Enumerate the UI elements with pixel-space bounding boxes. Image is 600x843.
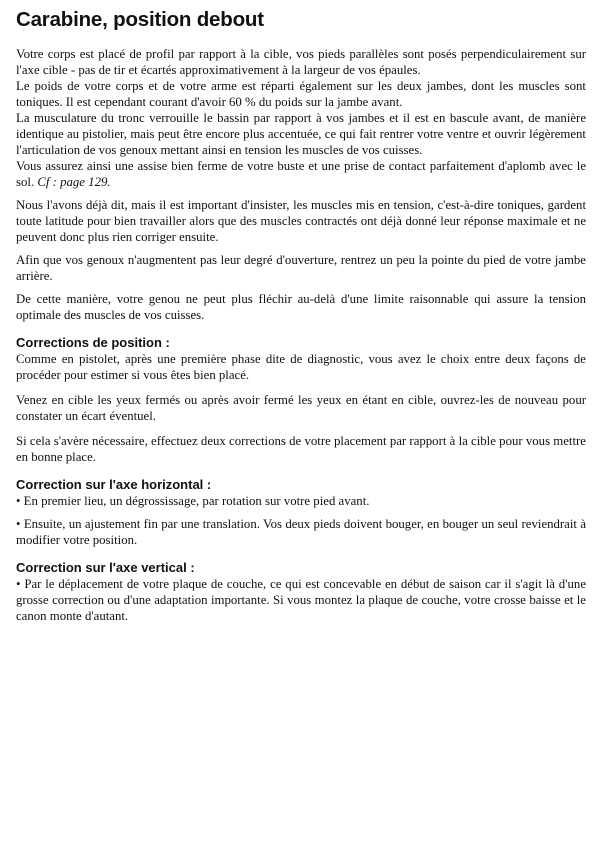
- section-title-corrections: Corrections de position :: [16, 335, 170, 350]
- paragraph-two-corrections: Si cela s'avère nécessaire, effectuez deux corrections de votre placement par rapport à la cible pour vous mettre en bonne place.: [16, 434, 586, 464]
- stability-text: Vous assurez ainsi une assise bien ferme de votre buste et une prise de contact parfaitement d'aplomb avec le sol.: [16, 159, 586, 189]
- paragraph-diagnostic: Comme en pistolet, après une première phase dite de diagnostic, vous avez le choix entre deux façons de procéder pour estimer si vous êtes bien placé.: [16, 352, 586, 382]
- paragraph-weight-distribution: Le poids de votre corps et de votre arme est réparti également sur les deux jambes, dont les muscles sont toniques. Il est cependant courant d'avoir 60 % du poids sur la jambe avant.: [16, 79, 586, 109]
- paragraph-knees: Afin que vos genoux n'augmentent pas leur degré d'ouverture, rentrez un peu la pointe du pied de votre jambe arrière.: [16, 253, 586, 283]
- paragraph-trunk-musculature: La musculature du tronc verrouille le bassin par rapport à vos jambes et il est en bascule avant, de manière identique au pistolier, mais peut être encore plus accentuée, ce qui fait rentrer votre ventre et ouvrir légèrement l'articulation de vos genoux mettant ainsi en tension les muscles de vos cuisses.: [16, 111, 586, 157]
- section-title-vertical: Correction sur l'axe vertical :: [16, 560, 195, 575]
- list-item-translation: • Ensuite, un ajustement fin par une translation. Vos deux pieds doivent bouger, en bouger un seul reviendrait à modifier votre position.: [16, 517, 586, 547]
- page-reference: Cf : page 129.: [37, 175, 111, 189]
- paragraph-stability: [16, 158, 586, 190]
- paragraph-knee-limit: De cette manière, votre genou ne peut plus fléchir au-delà d'une limite raisonnable qui assure la tension optimale des muscles de vos cuisses.: [16, 292, 586, 322]
- list-item-butt-plate: • Par le déplacement de votre plaque de couche, ce qui est concevable en début de saison car il s'agit là d'une grosse correction ou d'une adaptation importante. Si vous montez la plaque de couche, votre crosse baisse et le canon monte d'autant.: [16, 577, 586, 623]
- list-item-rotation: • En premier lieu, un dégrossissage, par rotation sur votre pied avant.: [16, 494, 370, 508]
- paragraph-body-position: Votre corps est placé de profil par rapport à la cible, vos pieds parallèles sont posés perpendiculairement sur l'axe cible - pas de tir et écartés approximativement à la largeur de vos épaules.: [16, 47, 586, 77]
- page-title: Carabine, position debout: [16, 8, 264, 31]
- section-title-horizontal: Correction sur l'axe horizontal :: [16, 477, 212, 492]
- paragraph-muscle-tension: Nous l'avons déjà dit, mais il est important d'insister, les muscles mis en tension, c'est-à-dire toniques, gardent toute latitude pour bien travailler alors que des muscles contractés ont déjà donné leur réponse maximale et ne peuvent donc plus rien corriger ensuite.: [16, 198, 586, 244]
- paragraph-eyes-closed: Venez en cible les yeux fermés ou après avoir fermé les yeux en étant en cible, ouvrez-les de nouveau pour constater un écart éventuel.: [16, 393, 586, 423]
